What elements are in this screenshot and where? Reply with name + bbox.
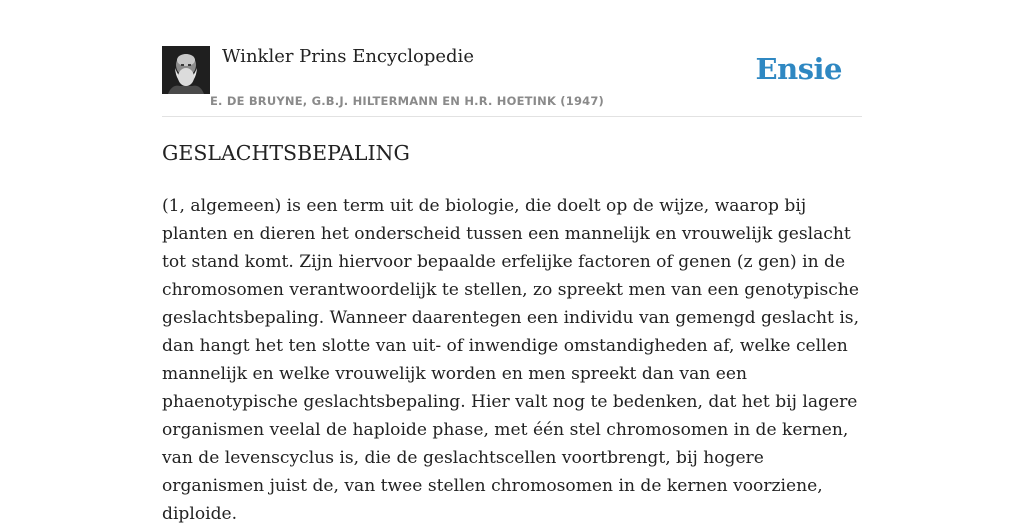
article-body: (1, algemeen) is een term uit de biologie, die doelt op de wijze, waarop bij planten en dieren het onderscheid tussen een mannelijk en vrouwelijk geslacht tot stand komt. Zijn hiervoor bepaalde erfelijke factoren of genen (z gen) in de chromosomen verantwoordelijk te stellen, zo spreekt men van een genotypische geslachtsbepaling. Wanneer daarentegen een individu van gemengd geslacht is, dan hangt het ten slotte van uit- of inwendige omstandigheden af, welke cellen mannelijk en welke vrouwelijk worden en men spreekt dan van een phaenotypische geslachtsbepaling. Hier valt nog te bedenken, dat het bij lagere organismen veelal de haploide phase, met één stel chromosomen in de kernen, van de levenscyclus is, die de geslachtscellen voortbrengt, bij hogere organismen juist de, van twee stellen chromosomen in de kernen voorziene, diploide. [162, 196, 860, 524]
author-avatar [162, 46, 210, 94]
ensie-logo[interactable]: Ensie [755, 52, 842, 86]
bearded-man-portrait-icon [162, 46, 210, 94]
authors-line: E. DE BRUYNE, G.B.J. HILTERMANN EN H.R. HOETINK (1947) [210, 94, 605, 108]
article-title: GESLACHTSBEPALING [162, 141, 410, 165]
encyclopedia-name[interactable]: Winkler Prins Encyclopedie [222, 46, 474, 67]
header [162, 44, 862, 117]
